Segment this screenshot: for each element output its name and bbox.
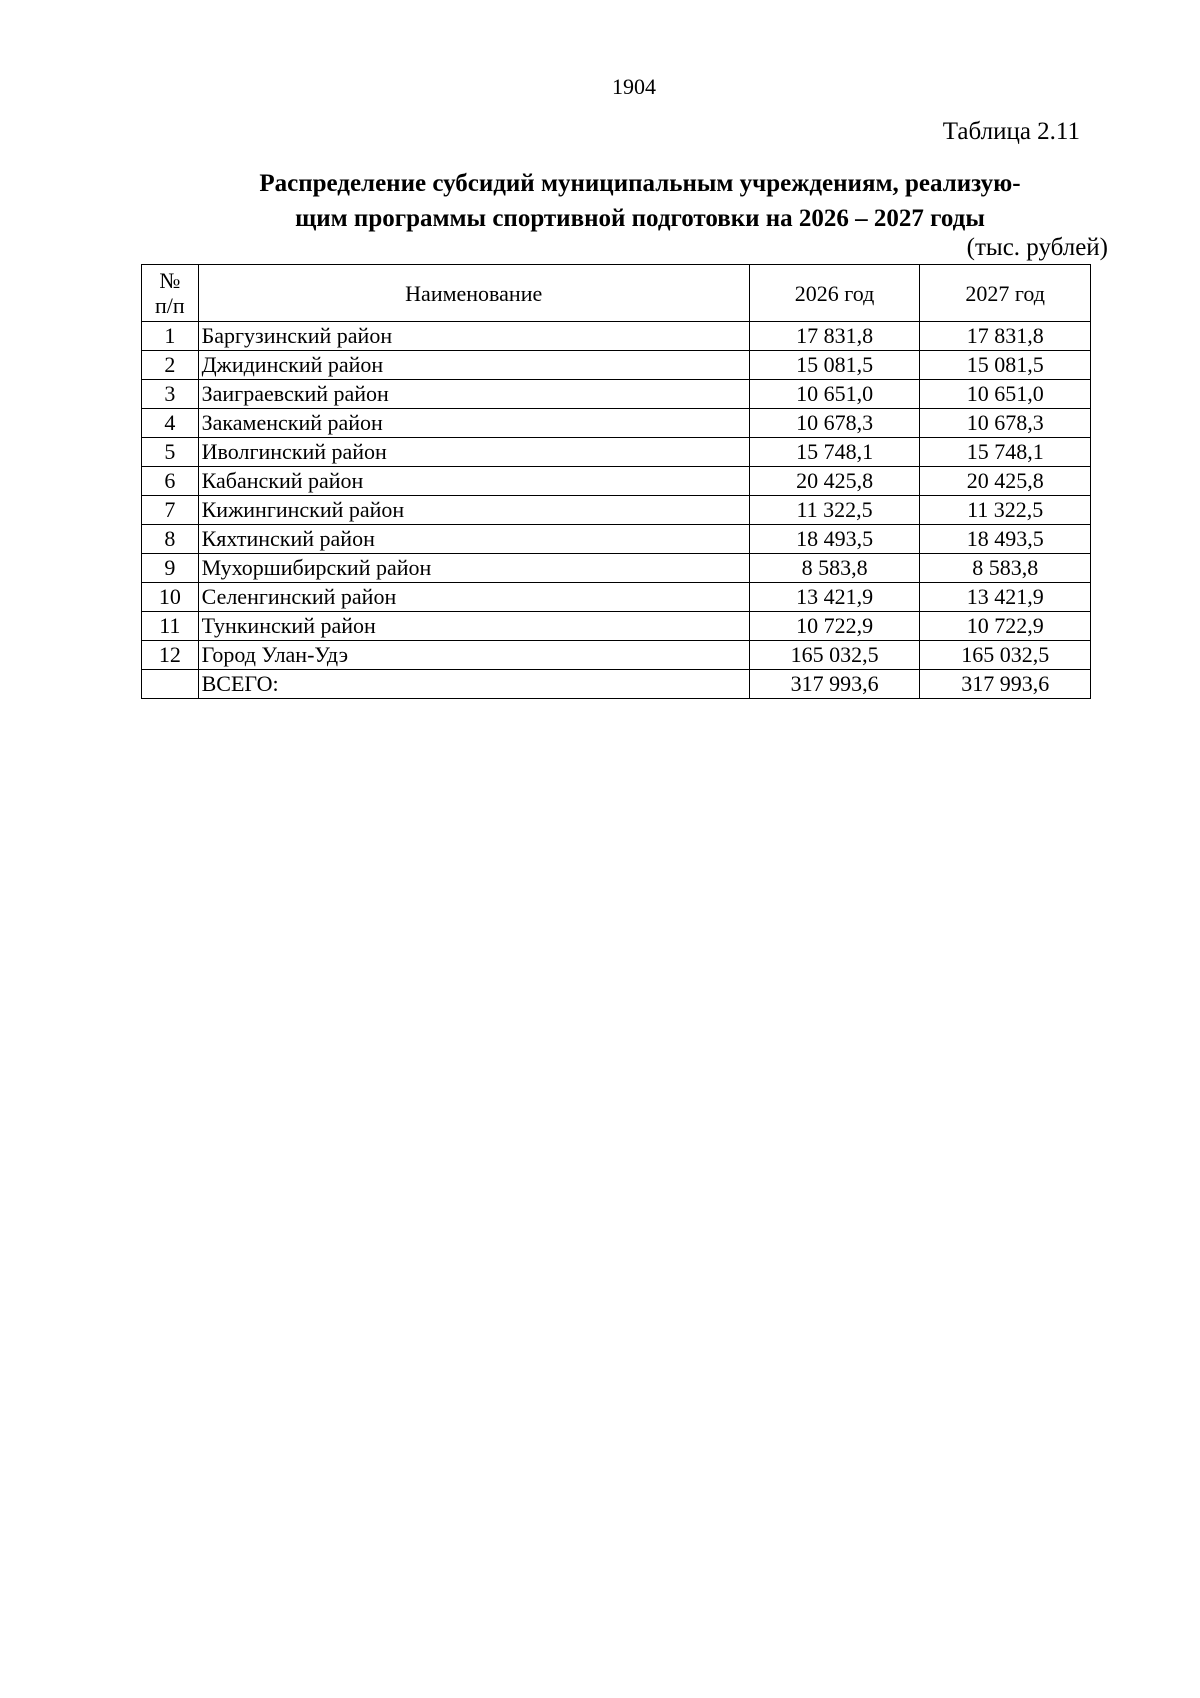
- row-name: Кижингинский район: [198, 496, 749, 525]
- table-row: [142, 525, 1091, 554]
- row-number: 11: [142, 612, 199, 641]
- title-line-2: щим программы спортивной подготовки на 2026 – 2027 годы: [295, 205, 985, 232]
- row-number: 2: [142, 351, 199, 380]
- row-value-2027: 8 583,8: [920, 554, 1091, 583]
- table-body: [142, 322, 1091, 699]
- table-row: [142, 467, 1091, 496]
- header-number: [142, 265, 199, 322]
- table-row: [142, 583, 1091, 612]
- header-number-symbol: №: [159, 268, 181, 293]
- row-number: 10: [142, 583, 199, 612]
- total-number: [142, 670, 199, 699]
- table-row: [142, 612, 1091, 641]
- row-number: 8: [142, 525, 199, 554]
- row-name: Баргузинский район: [198, 322, 749, 351]
- row-value-2026: 20 425,8: [749, 467, 920, 496]
- table-row: [142, 554, 1091, 583]
- row-value-2026: 15 748,1: [749, 438, 920, 467]
- header-year-2027: 2027 год: [920, 265, 1091, 322]
- row-value-2027: 10 722,9: [920, 612, 1091, 641]
- units-note: (тыс. рублей): [966, 234, 1108, 261]
- row-value-2026: 11 322,5: [749, 496, 920, 525]
- total-label: ВСЕГО:: [198, 670, 749, 699]
- header-number-abbr: п/п: [154, 293, 185, 318]
- table-row: [142, 641, 1091, 670]
- row-value-2027: 13 421,9: [920, 583, 1091, 612]
- document-title: [200, 166, 1080, 236]
- row-value-2027: 20 425,8: [920, 467, 1091, 496]
- row-value-2026: 13 421,9: [749, 583, 920, 612]
- subsidies-table: [141, 264, 1091, 699]
- row-name: Тункинский район: [198, 612, 749, 641]
- row-value-2027: 18 493,5: [920, 525, 1091, 554]
- row-name: Город Улан-Удэ: [198, 641, 749, 670]
- row-value-2026: 18 493,5: [749, 525, 920, 554]
- table-header-row: [142, 265, 1091, 322]
- row-value-2027: 15 081,5: [920, 351, 1091, 380]
- row-value-2026: 15 081,5: [749, 351, 920, 380]
- row-number: 5: [142, 438, 199, 467]
- row-value-2027: 10 651,0: [920, 380, 1091, 409]
- table-label: Таблица 2.11: [942, 118, 1080, 145]
- row-value-2026: 10 678,3: [749, 409, 920, 438]
- row-name: Кабанский район: [198, 467, 749, 496]
- row-value-2027: 17 831,8: [920, 322, 1091, 351]
- table-row: [142, 351, 1091, 380]
- table-row: [142, 496, 1091, 525]
- row-number: 4: [142, 409, 199, 438]
- table-row: [142, 409, 1091, 438]
- row-value-2027: 11 322,5: [920, 496, 1091, 525]
- page-number: 1904: [612, 74, 656, 99]
- header-year-2026: 2026 год: [749, 265, 920, 322]
- row-value-2027: 15 748,1: [920, 438, 1091, 467]
- title-line-1: Распределение субсидий муниципальным учреждениям, реализую-: [259, 170, 1021, 197]
- row-name: Мухоршибирский район: [198, 554, 749, 583]
- row-name: Иволгинский район: [198, 438, 749, 467]
- row-value-2027: 10 678,3: [920, 409, 1091, 438]
- row-name: Селенгинский район: [198, 583, 749, 612]
- row-value-2026: 8 583,8: [749, 554, 920, 583]
- header-name: Наименование: [198, 265, 749, 322]
- row-number: 12: [142, 641, 199, 670]
- row-value-2027: 165 032,5: [920, 641, 1091, 670]
- row-number: 1: [142, 322, 199, 351]
- row-name: Заиграевский район: [198, 380, 749, 409]
- row-name: Джидинский район: [198, 351, 749, 380]
- row-name: Закаменский район: [198, 409, 749, 438]
- row-value-2026: 165 032,5: [749, 641, 920, 670]
- total-value-2027: 317 993,6: [920, 670, 1091, 699]
- row-number: 6: [142, 467, 199, 496]
- table-row: [142, 380, 1091, 409]
- row-number: 3: [142, 380, 199, 409]
- row-number: 7: [142, 496, 199, 525]
- total-row: [142, 670, 1091, 699]
- total-value-2026: 317 993,6: [749, 670, 920, 699]
- row-value-2026: 10 651,0: [749, 380, 920, 409]
- table-row: [142, 322, 1091, 351]
- row-value-2026: 10 722,9: [749, 612, 920, 641]
- row-value-2026: 17 831,8: [749, 322, 920, 351]
- row-number: 9: [142, 554, 199, 583]
- table-row: [142, 438, 1091, 467]
- row-name: Кяхтинский район: [198, 525, 749, 554]
